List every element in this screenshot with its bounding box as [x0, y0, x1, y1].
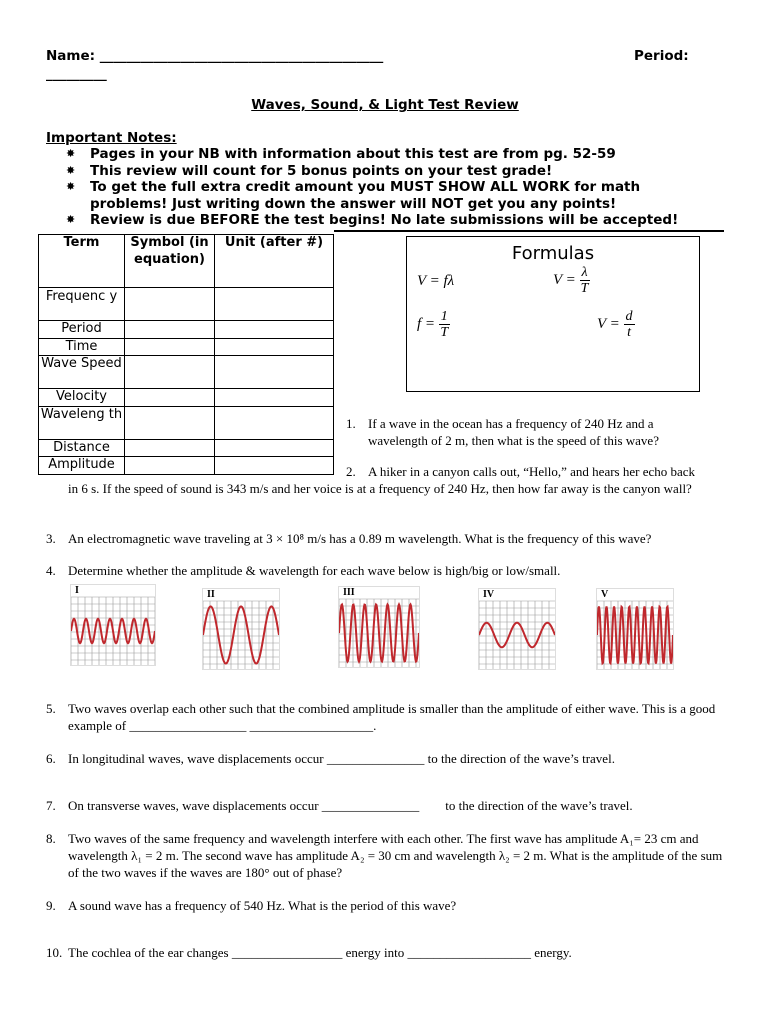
period-blank: _________ — [46, 66, 107, 82]
term-header: Term — [39, 235, 125, 288]
bullet-icon: ✸ — [66, 163, 76, 177]
question-text: in 6 s. If the speed of sound is 343 m/s and her voice is at a frequency of 240 Hz, then how far away is the canyon wall? — [68, 481, 692, 496]
question-text: Two waves overlap each other such that the combined amplitude is smaller than the amplitude of either wave. This is a good example of __________________ ___________________. — [68, 701, 716, 733]
symbol-cell[interactable] — [125, 288, 215, 321]
formula-speed-frequency: V = fλ — [417, 273, 455, 289]
unit-cell[interactable] — [215, 356, 334, 389]
symbol-cell[interactable] — [125, 389, 215, 407]
symbol-cell[interactable] — [125, 439, 215, 457]
question-text: In longitudinal waves, wave displacements occur _______________ to the direction of the wave’s travel. — [68, 751, 615, 766]
formulas-title: Formulas — [511, 243, 595, 264]
wave-graph — [71, 585, 155, 665]
wave-panel-4 — [478, 588, 556, 670]
bullet-icon: ✸ — [66, 147, 76, 160]
wave-label: IV — [483, 589, 495, 600]
symbol-header: Symbol (in equation) — [125, 235, 215, 288]
question-text: A hiker in a canyon calls out, “Hello,” and hears her echo back — [368, 464, 696, 479]
note-text: Pages in your NB with information about this test are from pg. 52-59 — [90, 146, 616, 162]
symbol-cell[interactable] — [125, 406, 215, 439]
question-number: 2. — [346, 464, 356, 479]
wave-graph — [597, 589, 673, 669]
wave-graph — [203, 589, 279, 669]
period-label: Period: — [634, 48, 689, 64]
note-text: Review is due BEFORE the test begins! No late submissions will be accepted! — [90, 212, 679, 228]
fraction-denominator: T — [440, 325, 449, 340]
name-field-label: Name: __________________________________________ — [46, 48, 384, 64]
bullet-icon: ✸ — [66, 213, 76, 226]
bullet-icon: ✸ — [66, 180, 76, 193]
wave-label: II — [207, 589, 215, 600]
unit-cell[interactable] — [215, 457, 334, 475]
question-number: 9. — [46, 898, 56, 913]
formulas-box — [406, 236, 700, 392]
question-number: 4. — [46, 563, 56, 578]
term-cell: Amplitude — [39, 457, 125, 475]
question-text: A sound wave has a frequency of 540 Hz. What is the period of this wave? — [68, 898, 457, 913]
wave-panel-2 — [202, 588, 280, 670]
symbol-cell[interactable] — [125, 321, 215, 339]
question-number: 6. — [46, 751, 56, 766]
fraction-denominator: t — [627, 325, 631, 340]
note-item — [66, 179, 706, 212]
unit-cell[interactable] — [215, 406, 334, 439]
symbol-cell[interactable] — [125, 356, 215, 389]
unit-cell[interactable] — [215, 338, 334, 356]
page-title: Waves, Sound, & Light Test Review — [251, 97, 519, 113]
wave-panel-5 — [596, 588, 674, 670]
formula-speed-period — [553, 265, 590, 296]
question-text: If a wave in the ocean has a frequency of 240 Hz and a wavelength of 2 m, then what is the speed of this wave? — [368, 416, 659, 448]
term-cell: Frequenc y — [39, 288, 125, 321]
question-number: 8. — [46, 831, 56, 846]
unit-header: Unit (after #) — [215, 235, 334, 288]
term-cell: Period — [39, 321, 125, 339]
wave-panel-1 — [70, 584, 156, 666]
symbol-cell[interactable] — [125, 338, 215, 356]
notes-heading: Important Notes: — [46, 130, 177, 146]
note-text: To get the full extra credit amount you MUST SHOW ALL WORK for math problems! Just writing down the answer will NOT get you any points! — [90, 179, 641, 212]
question-number: 3. — [46, 531, 56, 546]
term-cell: Velocity — [39, 389, 125, 407]
notes-list — [66, 146, 706, 229]
fraction-denominator: T — [580, 281, 589, 296]
wave-label: V — [601, 589, 609, 600]
question-number: 7. — [46, 798, 56, 813]
question-text: Determine whether the amplitude & wavelength for each wave below is high/big or low/small. — [68, 563, 561, 578]
question-number: 10. — [46, 945, 63, 960]
divider-rule — [334, 230, 724, 232]
term-table — [38, 234, 334, 475]
wave-label: I — [75, 585, 79, 596]
term-cell: Distance — [39, 439, 125, 457]
question-text: Two waves of the same frequency and wavelength interfere with each other. The first wave has amplitude A₁= 23 cm and wavelength λ₁ = 2 m. The second wave has amplitude A₂ = 30 cm and wavelength λ₂ = 2 m. What is the amplitude of the sum of the two waves if the waves are 180° out of phase? — [68, 831, 723, 880]
question-number: 5. — [46, 701, 56, 716]
unit-cell[interactable] — [215, 288, 334, 321]
formula-lhs: f = — [417, 315, 436, 332]
wave-line — [479, 623, 555, 647]
wave-line — [597, 606, 673, 663]
fraction-numerator: 1 — [440, 309, 448, 324]
unit-cell[interactable] — [215, 321, 334, 339]
formula-speed-distance — [597, 309, 635, 340]
wave-panel-3 — [338, 586, 420, 668]
note-item — [66, 163, 706, 180]
fraction — [624, 309, 635, 340]
term-cell: Waveleng th — [39, 406, 125, 439]
wave-graph — [479, 589, 555, 669]
question-text: The cochlea of the ear changes _________________ energy into ___________________ energy. — [68, 945, 572, 960]
term-cell: Wave Speed — [39, 356, 125, 389]
formula-lhs: V = — [597, 315, 620, 332]
unit-cell[interactable] — [215, 389, 334, 407]
note-text: This review will count for 5 bonus points on your test grade! — [90, 162, 553, 179]
fraction-numerator: d — [625, 309, 633, 324]
wave-graph — [339, 587, 419, 667]
note-item — [66, 146, 706, 163]
question-text: On transverse waves, wave displacements occur _______________ to the direction of the wave’s travel. — [68, 798, 633, 813]
question-text: An electromagnetic wave traveling at 3 × 10⁸ m/s has a 0.89 m wavelength. What is the frequency of this wave? — [68, 531, 652, 546]
question-number: 1. — [346, 416, 356, 431]
wave-label: III — [343, 587, 355, 598]
symbol-cell[interactable] — [125, 457, 215, 475]
unit-cell[interactable] — [215, 439, 334, 457]
fraction — [580, 265, 590, 296]
formula-lhs: V = — [553, 271, 576, 288]
fraction — [439, 309, 450, 340]
formula-frequency-period — [417, 309, 450, 340]
term-cell: Time — [39, 338, 125, 356]
note-item — [66, 212, 706, 229]
fraction-numerator: λ — [581, 265, 588, 280]
